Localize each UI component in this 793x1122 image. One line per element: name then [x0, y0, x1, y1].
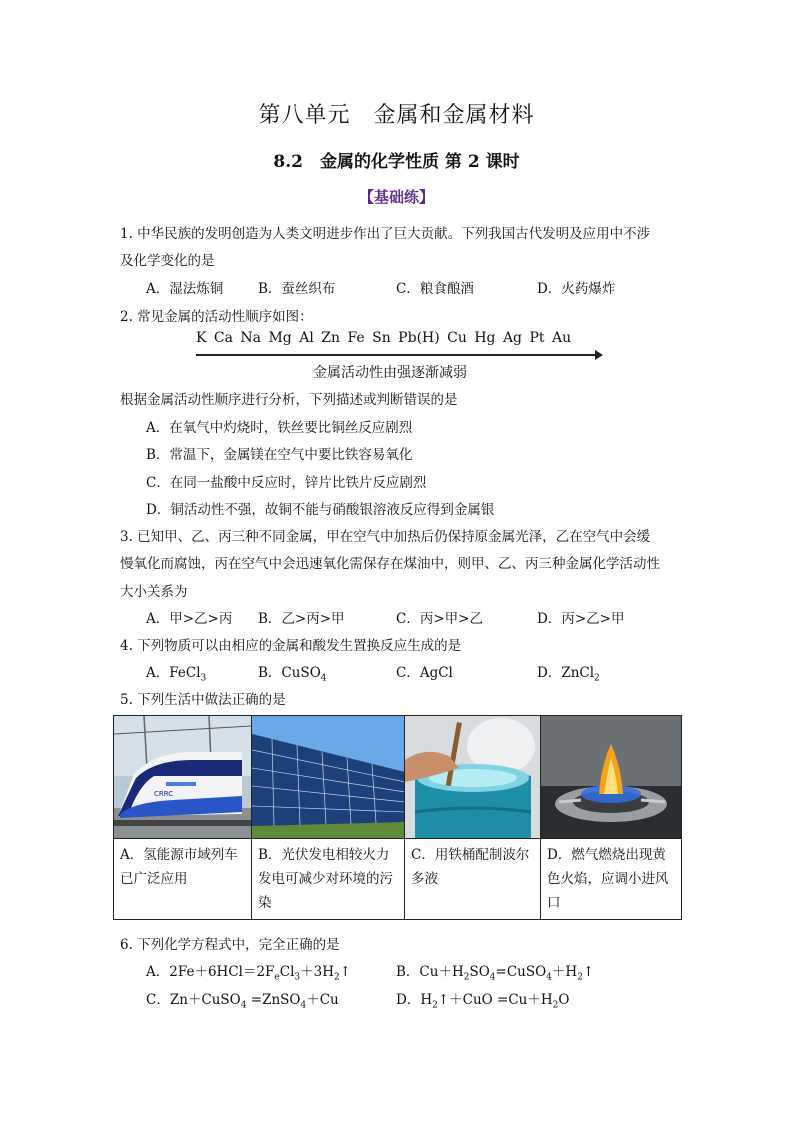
q5-picture-table: [113, 715, 682, 920]
q5-caption-b: B．光伏发电相较火力发电可减少对环境的污染: [258, 847, 393, 911]
section-heading: 【基础练】: [358, 188, 434, 206]
q5-caption-a: A．氢能源市域列车已广泛应用: [120, 847, 238, 887]
q2-option-c: C．在同一盐酸中反应时，锌片比铁片反应剧烈: [146, 475, 427, 491]
q1-option-b: B．蚕丝织布: [258, 281, 336, 297]
q6-option-a: A．$2Fe+6HCl=2F_eCl_3+3H_2↑$: [146, 964, 352, 983]
q1-option-c: C．粮食酿酒: [396, 281, 474, 297]
q6-option-c: C．Zn＋CuSO$_4$ =ZnSO$_4$＋Cu: [146, 992, 339, 1011]
q3-option-c: C．丙>甲>乙: [396, 611, 483, 627]
q5-image-cell-c: [405, 716, 541, 839]
q2-option-b: B．常温下，金属镁在空气中要比铁容易氧化: [146, 447, 413, 463]
q3-option-d: D．丙>乙>甲: [537, 611, 625, 627]
q5-stem: 5. 下列生活中做法正确的是: [120, 692, 286, 708]
q4-option-a: A．FeCl$_3$: [146, 665, 207, 684]
q2-option-a: A．在氧气中灼烧时，铁丝要比铜丝反应剧烈: [146, 420, 413, 436]
q5-caption-d: D．燃气燃烧出现黄色火焰，应调小进风口: [547, 847, 669, 911]
lesson-subtitle: 8.2 金属的化学性质 第 2 课时: [273, 152, 520, 172]
activity-series: K Ca Na Mg Al Zn Fe Sn Pb(H) Cu Hg Ag Pt Au: [196, 330, 572, 346]
activity-arrow-label: 金属活动性由强逐渐减弱: [313, 365, 467, 381]
q5-caption-d-cell: [541, 839, 682, 920]
q5-image-cell-d: [541, 716, 682, 839]
activity-arrow: [196, 354, 601, 356]
q3-option-a: A．甲>乙>丙: [146, 611, 233, 627]
q3-stem-line3: 大小关系为: [120, 584, 188, 600]
q5-caption-c-cell: [405, 839, 541, 920]
q1-stem-line1: 1. 中华民族的发明创造为人类文明进步作出了巨大贡献。下列我国古代发明及应用中不涉: [120, 226, 651, 242]
q6-stem: 6. 下列化学方程式中，完全正确的是: [120, 937, 340, 953]
q3-option-b: B．乙>丙>甲: [258, 611, 345, 627]
q1-stem-line2: 及化学变化的是: [120, 253, 215, 269]
q4-option-b: B．CuSO$_4$: [258, 665, 327, 684]
q4-stem: 4. 下列物质可以由相应的金属和酸发生置换反应生成的是: [120, 638, 462, 654]
q3-stem-line1: 3. 已知甲、乙、丙三种不同金属，甲在空气中加热后仍保持原金属光泽，乙在空气中会缓: [120, 529, 651, 545]
solar-panel-image: [252, 716, 404, 838]
q1-option-a: A．湿法炼铜: [146, 281, 224, 297]
q6-option-b: B．$Cu+H_2SO_4=CuSO_4+H_2↑$: [396, 964, 595, 983]
q5-caption-c: C．用铁桶配制波尔多液: [411, 847, 530, 887]
q3-stem-line2: 慢氧化而腐蚀，丙在空气中会迅速氧化需保存在煤油中，则甲、乙、丙三种金属化学活动性: [120, 556, 660, 572]
q1-option-d: D．火药爆炸: [537, 281, 616, 297]
gas-stove-image: [541, 716, 681, 838]
iron-bucket-image: [405, 716, 540, 838]
q2-stem: 2. 常见金属的活动性顺序如图：: [120, 309, 313, 325]
train-logo: CRRC: [154, 790, 174, 798]
q5-image-cell-b: [252, 716, 405, 839]
page-title: 第八单元 金属和金属材料: [258, 103, 535, 128]
hydrogen-train-image: [114, 716, 251, 838]
q5-caption-a-cell: [114, 839, 252, 920]
q4-option-d: D．ZnCl$_2$: [537, 665, 600, 684]
q5-caption-b-cell: [252, 839, 405, 920]
q2-question: 根据金属活动性顺序进行分析，下列描述或判断错误的是: [120, 392, 458, 408]
q4-option-c: C．AgCl: [396, 665, 453, 681]
q5-image-cell-a: [114, 716, 252, 839]
q2-option-d: D．铜活动性不强，故铜不能与硝酸银溶液反应得到金属银: [146, 502, 495, 518]
q6-option-d: D．$H_2↑+CuO =Cu+H_2O$: [396, 992, 570, 1011]
